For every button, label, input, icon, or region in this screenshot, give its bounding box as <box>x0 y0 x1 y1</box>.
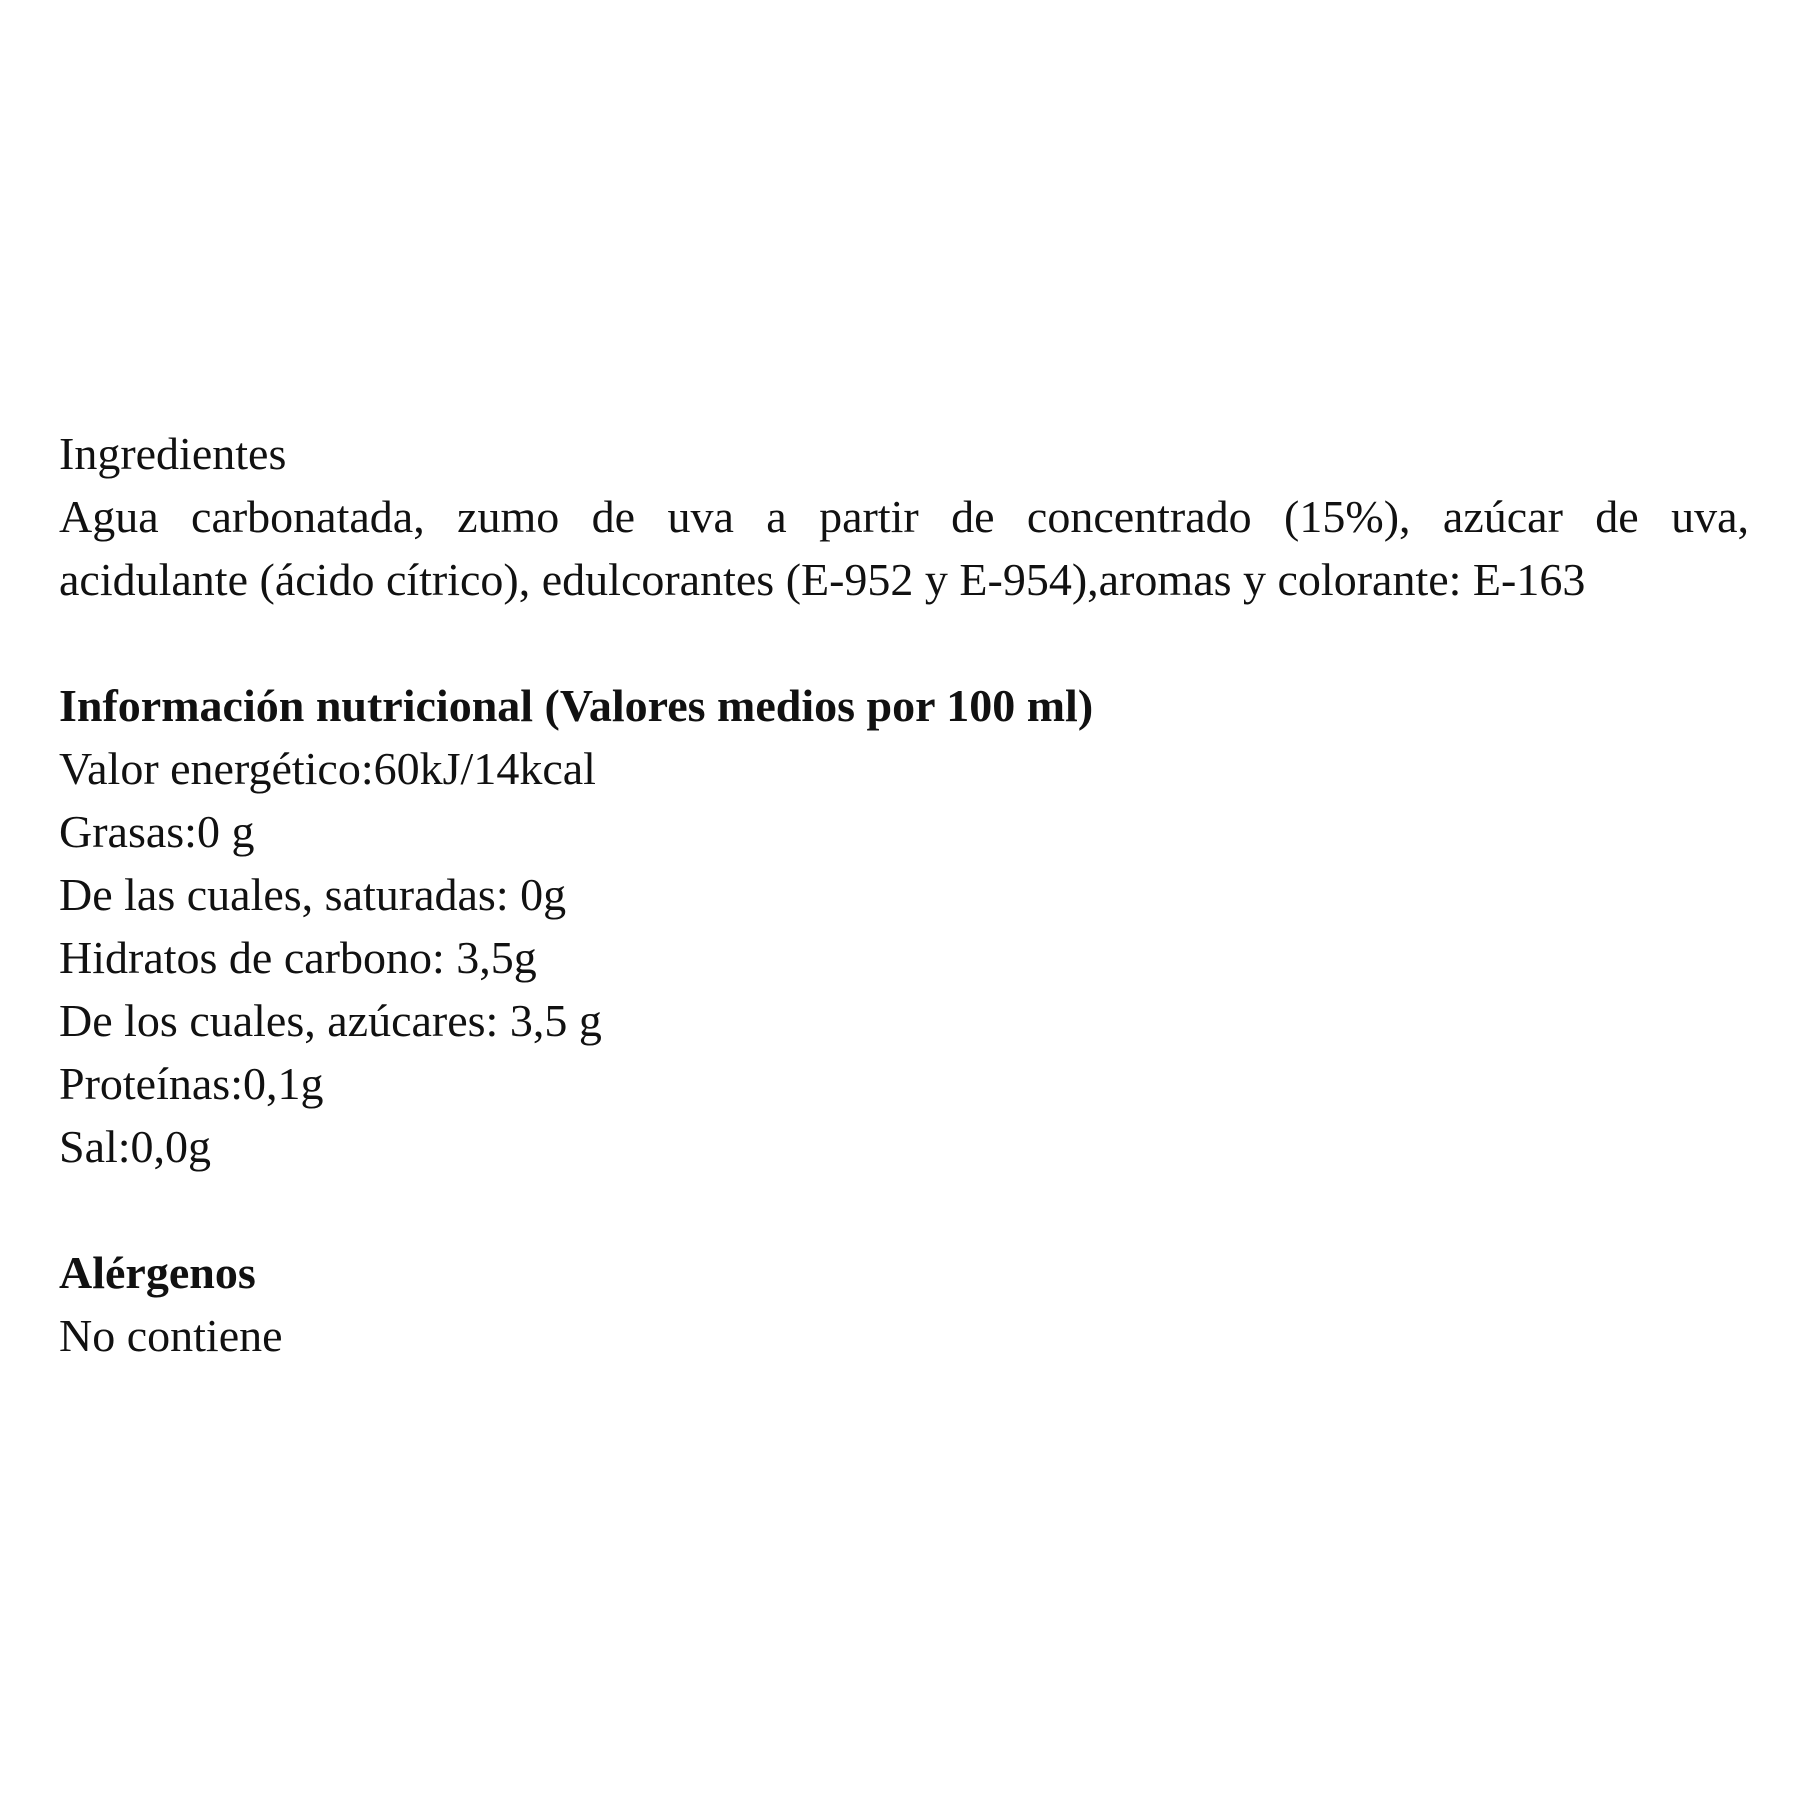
nutrition-row-sugars: De los cuales, azúcares: 3,5 g <box>59 995 602 1046</box>
nutrition-row-saturated: De las cuales, saturadas: 0g <box>59 869 567 920</box>
ingredients-text-1: Agua carbonatada, zumo de uva a partir de concentrado (15%), azúcar de uva, <box>59 491 1749 542</box>
nutrition-row-carbs: Hidratos de carbono: 3,5g <box>59 932 537 983</box>
ingredients-line-1 <box>59 485 1749 548</box>
ingredients-line-2: acidulante (ácido cítrico), edulcorantes (E-952 y E-954),aromas y colorante: E-163 <box>59 554 1586 605</box>
allergens-text: No contiene <box>59 1310 283 1361</box>
nutrition-row-fat: Grasas:0 g <box>59 806 255 857</box>
section-spacer <box>59 1178 1749 1241</box>
nutrition-row-energy: Valor energético:60kJ/14kcal <box>59 743 596 794</box>
section-spacer <box>59 611 1749 674</box>
nutrition-row-salt: Sal:0,0g <box>59 1121 212 1172</box>
allergens-heading: Alérgenos <box>59 1247 256 1298</box>
product-info-document <box>59 422 1749 1367</box>
nutrition-heading: Información nutricional (Valores medios por 100 ml) <box>59 680 1094 731</box>
ingredients-section <box>59 422 1749 611</box>
ingredients-heading: Ingredientes <box>59 428 287 479</box>
nutrition-section <box>59 674 1749 1178</box>
nutrition-row-protein: Proteínas:0,1g <box>59 1058 324 1109</box>
allergens-section <box>59 1241 1749 1367</box>
